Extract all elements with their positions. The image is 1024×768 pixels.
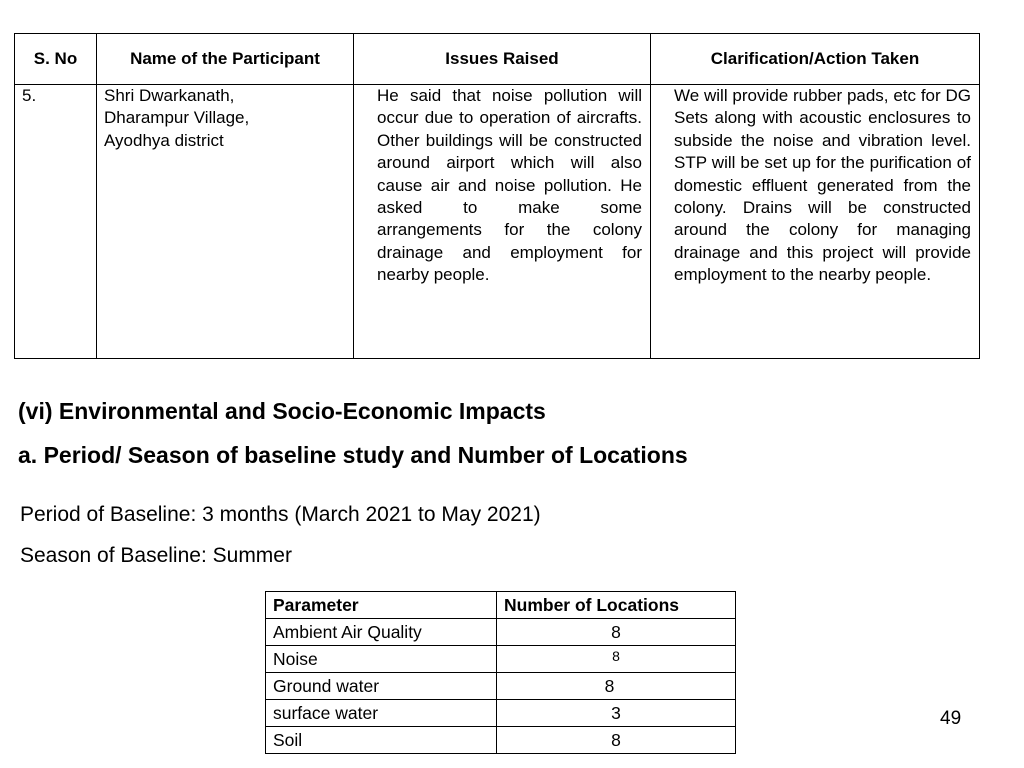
count-cell: 8: [497, 619, 736, 646]
parameter-cell: Ambient Air Quality: [266, 619, 497, 646]
section-subtitle: a. Period/ Season of baseline study and Number of Locations: [18, 442, 688, 468]
baseline-period: Period of Baseline: 3 months (March 2021 to May 2021): [20, 503, 541, 526]
header-sno: S. No: [15, 34, 97, 85]
participant-name: Shri Dwarkanath,: [104, 86, 235, 105]
header-parameter: Parameter: [266, 592, 497, 619]
count-cell: 8: [497, 646, 736, 673]
header-participant: Name of the Participant: [97, 34, 354, 85]
table-row: [266, 619, 736, 646]
page-number: 49: [940, 708, 962, 729]
cell-issues: He said that noise pollution will occur due to operation of aircrafts. Other buildings will be constructed around airport which will also cause air and noise pollution. He asked to make some arrangements for the colony drainage and employment for nearby people.: [354, 85, 651, 359]
parameter-cell: Soil: [266, 727, 497, 754]
table-row: [15, 85, 980, 359]
header-action: Clarification/Action Taken: [651, 34, 980, 85]
locations-table-header: [266, 592, 736, 619]
table-row: [266, 727, 736, 754]
cell-action: We will provide rubber pads, etc for DG Sets along with acoustic enclosures to subside the noise and vibration level. STP will be set up for the purification of domestic effluent generated from the colony. Drains will be constructed around the colony for managing drainage and this project will provide employment to the nearby people.: [651, 85, 980, 359]
table-row: [266, 673, 736, 700]
locations-table: [265, 591, 736, 754]
count-cell: 3: [497, 700, 736, 727]
baseline-season: Season of Baseline: Summer: [20, 544, 292, 567]
participant-district: Ayodhya district: [104, 130, 224, 150]
header-number-of-locations: Number of Locations: [497, 592, 736, 619]
issues-table: [14, 33, 980, 359]
table-row: [266, 700, 736, 727]
header-issues: Issues Raised: [354, 34, 651, 85]
parameter-cell: surface water: [266, 700, 497, 727]
participant-village: Dharampur Village,: [104, 108, 250, 128]
cell-sno: 5.: [15, 85, 97, 359]
cell-participant: [97, 85, 354, 359]
parameter-cell: Noise: [266, 646, 497, 673]
count-cell: 8: [497, 727, 736, 754]
table-row: [266, 646, 736, 673]
count-cell: 8: [497, 673, 736, 700]
section-title: (vi) Environmental and Socio-Economic Impacts: [18, 398, 546, 424]
issues-table-header: [15, 34, 980, 85]
parameter-cell: Ground water: [266, 673, 497, 700]
